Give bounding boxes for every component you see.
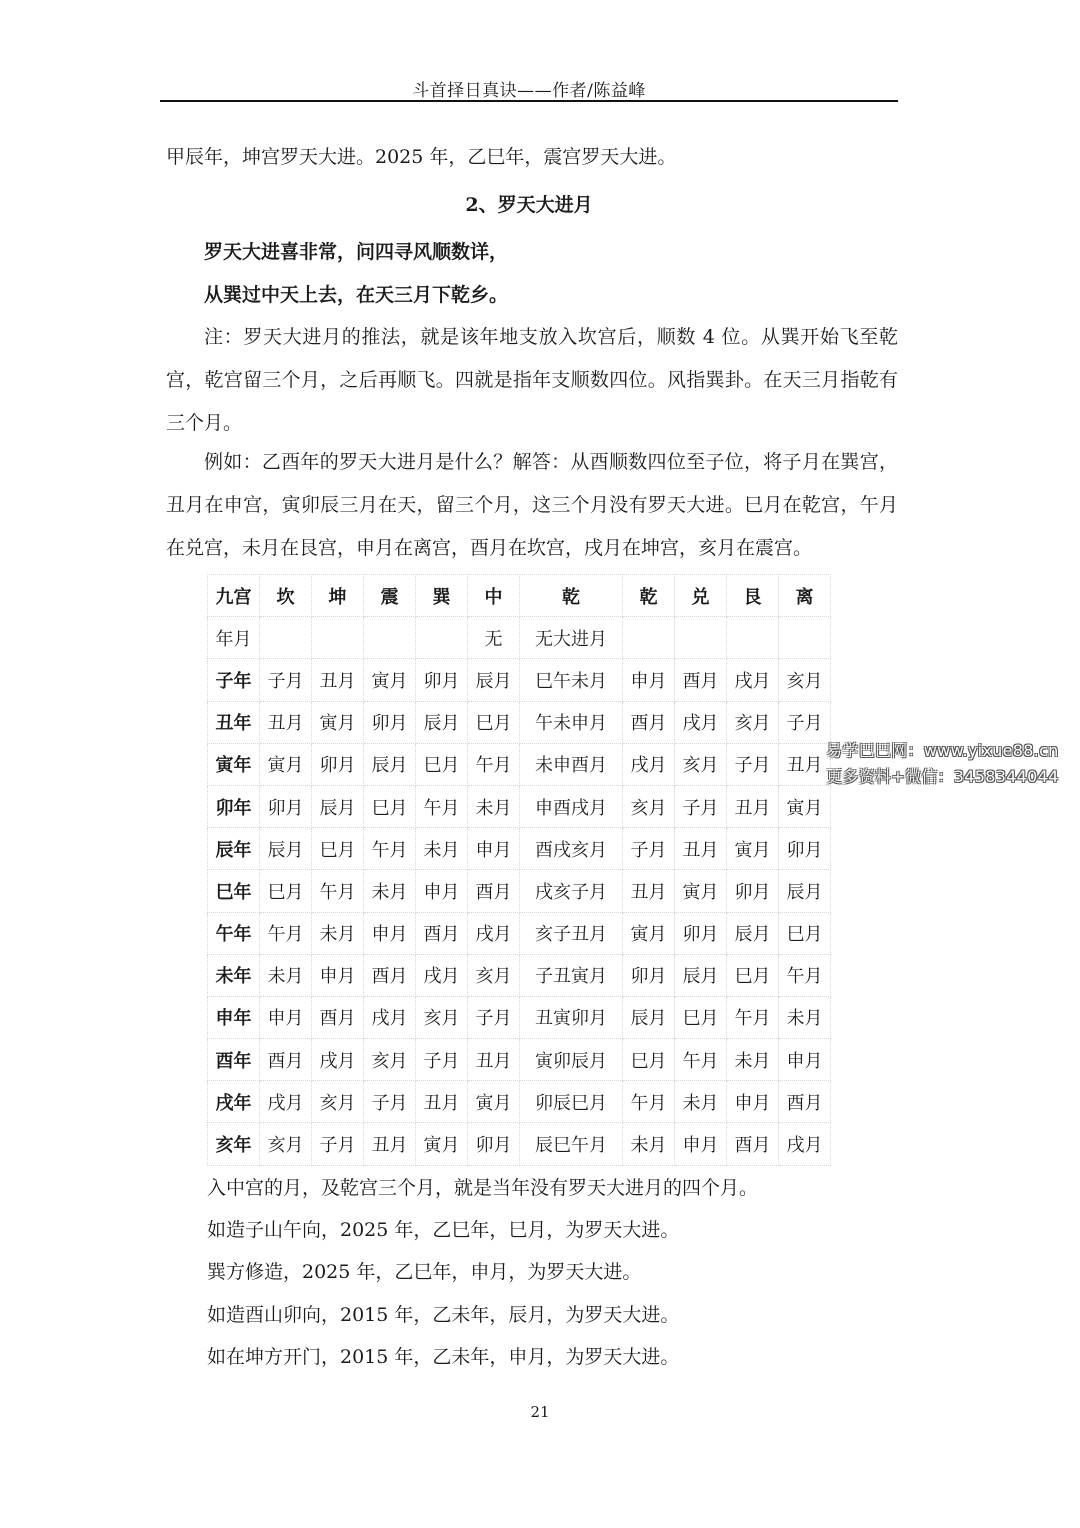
table-cell: 亥月 xyxy=(623,785,675,827)
table-cell: 卯月 xyxy=(416,659,468,701)
table-cell: 亥月 xyxy=(260,1123,312,1165)
table-cell: 丑月 xyxy=(779,743,831,785)
table-cell: 申月 xyxy=(727,1081,779,1123)
table-cell xyxy=(727,617,779,659)
table-cell: 子月 xyxy=(623,828,675,870)
table-cell: 子月 xyxy=(260,659,312,701)
table-cell: 亥月 xyxy=(675,743,727,785)
table-cell: 未月 xyxy=(623,1123,675,1165)
table-row xyxy=(208,912,831,954)
row-label-cell: 子年 xyxy=(208,659,260,701)
table-cell: 辰月 xyxy=(260,828,312,870)
table-cell: 戌亥子月 xyxy=(520,870,623,912)
table-cell: 寅月 xyxy=(779,785,831,827)
table-cell: 未月 xyxy=(312,912,364,954)
table-cell: 寅月 xyxy=(623,912,675,954)
table-cell: 寅月 xyxy=(727,828,779,870)
intro-line: 甲辰年，坤宫罗天大进。2025 年，乙巳年，震宫罗天大进。 xyxy=(166,146,677,168)
section-title: 2、罗天大进月 xyxy=(465,194,593,216)
table-cell: 寅月 xyxy=(364,659,416,701)
table-cell: 辰月 xyxy=(312,785,364,827)
table-cell: 丑月 xyxy=(416,1081,468,1123)
table-row xyxy=(208,1081,831,1123)
table-cell: 卯月 xyxy=(623,954,675,996)
table-cell: 辰巳午月 xyxy=(520,1123,623,1165)
table-body xyxy=(208,575,831,1166)
table-cell: 子月 xyxy=(364,1081,416,1123)
page-number: 21 xyxy=(530,1403,550,1421)
table-cell: 戌月 xyxy=(416,954,468,996)
table-cell: 辰月 xyxy=(416,701,468,743)
row-label-cell: 九宫 xyxy=(208,575,260,617)
table-cell: 申月 xyxy=(675,1123,727,1165)
row-label-cell: 酉年 xyxy=(208,1039,260,1081)
table-subheader-row xyxy=(208,617,831,659)
table-cell: 子月 xyxy=(468,996,520,1038)
table-cell: 戌月 xyxy=(727,659,779,701)
table-cell: 坤 xyxy=(312,575,364,617)
table-cell: 子月 xyxy=(416,1039,468,1081)
table-cell: 艮 xyxy=(727,575,779,617)
table-cell: 辰月 xyxy=(675,954,727,996)
table-cell: 亥月 xyxy=(727,701,779,743)
after-line-1: 入中宫的月，及乾宫三个月，就是当年没有罗天大进月的四个月。 xyxy=(207,1177,759,1199)
table-cell: 子月 xyxy=(779,701,831,743)
table-cell: 坎 xyxy=(260,575,312,617)
table-cell: 未月 xyxy=(416,828,468,870)
table-cell: 酉戌亥月 xyxy=(520,828,623,870)
table-cell xyxy=(260,617,312,659)
table-cell: 午月 xyxy=(675,1039,727,1081)
table-cell: 丑月 xyxy=(675,828,727,870)
row-label-cell: 辰年 xyxy=(208,828,260,870)
table-row xyxy=(208,743,831,785)
table-cell: 午月 xyxy=(364,828,416,870)
table-row xyxy=(208,870,831,912)
table-cell: 酉月 xyxy=(364,954,416,996)
row-label-cell: 戌年 xyxy=(208,1081,260,1123)
table-cell: 乾 xyxy=(520,575,623,617)
table-row xyxy=(208,1039,831,1081)
table-cell: 寅月 xyxy=(260,743,312,785)
table-cell: 寅卯辰月 xyxy=(520,1039,623,1081)
table-cell: 酉月 xyxy=(312,996,364,1038)
table-cell: 未月 xyxy=(779,996,831,1038)
table-cell: 巳月 xyxy=(364,785,416,827)
table-cell: 未月 xyxy=(364,870,416,912)
table-cell: 戌月 xyxy=(312,1039,364,1081)
table-cell: 申酉戌月 xyxy=(520,785,623,827)
table-cell: 巳月 xyxy=(416,743,468,785)
table-cell: 申月 xyxy=(468,828,520,870)
row-label-cell: 申年 xyxy=(208,996,260,1038)
table-cell: 午月 xyxy=(416,785,468,827)
watermark-line-2: 更多资料+微信：3458344044 xyxy=(826,767,1059,786)
table-cell: 丑寅卯月 xyxy=(520,996,623,1038)
row-label-cell: 年月 xyxy=(208,617,260,659)
table-cell: 未月 xyxy=(675,1081,727,1123)
table-cell: 中 xyxy=(468,575,520,617)
table-cell: 戌月 xyxy=(364,996,416,1038)
table-cell: 离 xyxy=(779,575,831,617)
after-line-4: 如造酉山卯向，2015 年，乙未年，辰月，为罗天大进。 xyxy=(207,1304,680,1326)
table-cell: 戌月 xyxy=(623,743,675,785)
table-cell: 卯月 xyxy=(675,912,727,954)
table-cell: 酉月 xyxy=(623,701,675,743)
table-cell: 午月 xyxy=(260,912,312,954)
table-cell: 子丑寅月 xyxy=(520,954,623,996)
table-cell: 未申酉月 xyxy=(520,743,623,785)
table-cell: 卯月 xyxy=(779,828,831,870)
table-cell: 亥月 xyxy=(364,1039,416,1081)
verse-line-1: 罗天大进喜非常，问四寻风顺数详， xyxy=(204,241,509,263)
row-label-cell: 丑年 xyxy=(208,701,260,743)
row-label-cell: 寅年 xyxy=(208,743,260,785)
table-cell: 申月 xyxy=(779,1039,831,1081)
page-header: 斗首择日真诀——作者/陈益峰 xyxy=(412,81,646,101)
table-cell: 午月 xyxy=(312,870,364,912)
table-cell: 巳月 xyxy=(623,1039,675,1081)
table-row xyxy=(208,701,831,743)
table-cell: 卯月 xyxy=(260,785,312,827)
table-cell: 午月 xyxy=(779,954,831,996)
table-cell: 无大进月 xyxy=(520,617,623,659)
table-cell: 酉月 xyxy=(468,870,520,912)
table-cell: 卯月 xyxy=(468,1123,520,1165)
table-cell: 寅月 xyxy=(312,701,364,743)
table-cell: 酉月 xyxy=(675,659,727,701)
table-cell: 未月 xyxy=(727,1039,779,1081)
table-cell xyxy=(675,617,727,659)
table-cell: 亥子丑月 xyxy=(520,912,623,954)
table-cell: 酉月 xyxy=(260,1039,312,1081)
table-cell: 乾 xyxy=(623,575,675,617)
table-cell: 午月 xyxy=(623,1081,675,1123)
table-cell: 戌月 xyxy=(260,1081,312,1123)
table-cell xyxy=(416,617,468,659)
table-row xyxy=(208,954,831,996)
table-row xyxy=(208,1123,831,1165)
table-cell: 寅月 xyxy=(416,1123,468,1165)
table-cell: 辰月 xyxy=(623,996,675,1038)
table-cell: 申月 xyxy=(312,954,364,996)
table-cell: 戌月 xyxy=(779,1123,831,1165)
table-cell: 寅月 xyxy=(468,1081,520,1123)
table-cell: 申月 xyxy=(364,912,416,954)
table-cell: 辰月 xyxy=(779,870,831,912)
luotian-month-table xyxy=(207,574,831,1166)
table-cell: 午月 xyxy=(727,996,779,1038)
table-cell: 午未申月 xyxy=(520,701,623,743)
table-cell: 巳月 xyxy=(727,954,779,996)
table-cell: 丑月 xyxy=(312,659,364,701)
table-cell: 巳午未月 xyxy=(520,659,623,701)
watermark-line-1: 易学巴巴网：www.yixue88.cn xyxy=(826,741,1059,760)
table-cell: 酉月 xyxy=(779,1081,831,1123)
row-label-cell: 亥年 xyxy=(208,1123,260,1165)
table-cell: 兑 xyxy=(675,575,727,617)
table-cell: 午月 xyxy=(468,743,520,785)
table-cell: 震 xyxy=(364,575,416,617)
table-cell: 辰月 xyxy=(468,659,520,701)
example-paragraph: 例如：乙酉年的罗天大进月是什么？解答：从酉顺数四位至子位，将子月在巽宫，丑月在申宫，寅卯辰三月在天，留三个月，这三个月没有罗天大进。巳月在乾宫，午月在兑宫，未月在艮宫，申月在离宫，酉月在坎宫，戌月在坤宫，亥月在震宫。 xyxy=(166,451,898,559)
header-rule xyxy=(160,100,898,102)
table-cell xyxy=(779,617,831,659)
table-row xyxy=(208,785,831,827)
table-cell: 丑月 xyxy=(623,870,675,912)
table-row xyxy=(208,828,831,870)
table-row xyxy=(208,659,831,701)
table-cell: 未月 xyxy=(468,785,520,827)
table-cell xyxy=(364,617,416,659)
verse-line-2: 从巽过中天上去，在天三月下乾乡。 xyxy=(204,284,509,306)
table-cell: 子月 xyxy=(312,1123,364,1165)
table-cell: 卯月 xyxy=(364,701,416,743)
table-cell: 申月 xyxy=(623,659,675,701)
table-cell: 未月 xyxy=(260,954,312,996)
table-cell: 巳月 xyxy=(675,996,727,1038)
table-cell: 丑月 xyxy=(260,701,312,743)
table-cell: 寅月 xyxy=(675,870,727,912)
row-label-cell: 午年 xyxy=(208,912,260,954)
table-cell: 卯辰巳月 xyxy=(520,1081,623,1123)
table-cell: 子月 xyxy=(675,785,727,827)
table-cell: 无 xyxy=(468,617,520,659)
table-cell: 子月 xyxy=(727,743,779,785)
row-label-cell: 巳年 xyxy=(208,870,260,912)
table-cell: 亥月 xyxy=(779,659,831,701)
row-label-cell: 未年 xyxy=(208,954,260,996)
table-cell: 酉月 xyxy=(416,912,468,954)
table-cell: 申月 xyxy=(260,996,312,1038)
table-cell: 亥月 xyxy=(312,1081,364,1123)
table-cell: 巳月 xyxy=(260,870,312,912)
table-cell: 申月 xyxy=(416,870,468,912)
table-cell: 巳月 xyxy=(779,912,831,954)
table-cell: 巽 xyxy=(416,575,468,617)
table-cell: 巳月 xyxy=(468,701,520,743)
after-line-3: 巽方修造，2025 年，乙巳年，申月，为罗天大进。 xyxy=(207,1261,642,1283)
table-cell: 戌月 xyxy=(468,912,520,954)
table-cell: 卯月 xyxy=(727,870,779,912)
table-cell: 亥月 xyxy=(468,954,520,996)
table-cell: 辰月 xyxy=(727,912,779,954)
table-cell: 巳月 xyxy=(312,828,364,870)
table-cell: 卯月 xyxy=(312,743,364,785)
table-header-row xyxy=(208,575,831,617)
note-paragraph: 注：罗天大进月的推法，就是该年地支放入坎宫后，顺数 4 位。从巽开始飞至乾宫，乾宫留三个月，之后再顺飞。四就是指年支顺数四位。风指巽卦。在天三月指乾有三个月。 xyxy=(166,326,898,434)
after-line-2: 如造子山午向，2025 年，乙巳年，巳月，为罗天大进。 xyxy=(207,1219,680,1241)
table-cell: 丑月 xyxy=(468,1039,520,1081)
table-cell: 辰月 xyxy=(364,743,416,785)
row-label-cell: 卯年 xyxy=(208,785,260,827)
table-cell: 丑月 xyxy=(727,785,779,827)
table-cell: 丑月 xyxy=(364,1123,416,1165)
table-cell: 亥月 xyxy=(416,996,468,1038)
table-cell: 戌月 xyxy=(675,701,727,743)
table-cell xyxy=(312,617,364,659)
watermark xyxy=(826,738,1059,790)
table-cell xyxy=(623,617,675,659)
table-row xyxy=(208,996,831,1038)
table-cell: 酉月 xyxy=(727,1123,779,1165)
after-line-5: 如在坤方开门，2015 年，乙未年，申月，为罗天大进。 xyxy=(207,1346,680,1368)
